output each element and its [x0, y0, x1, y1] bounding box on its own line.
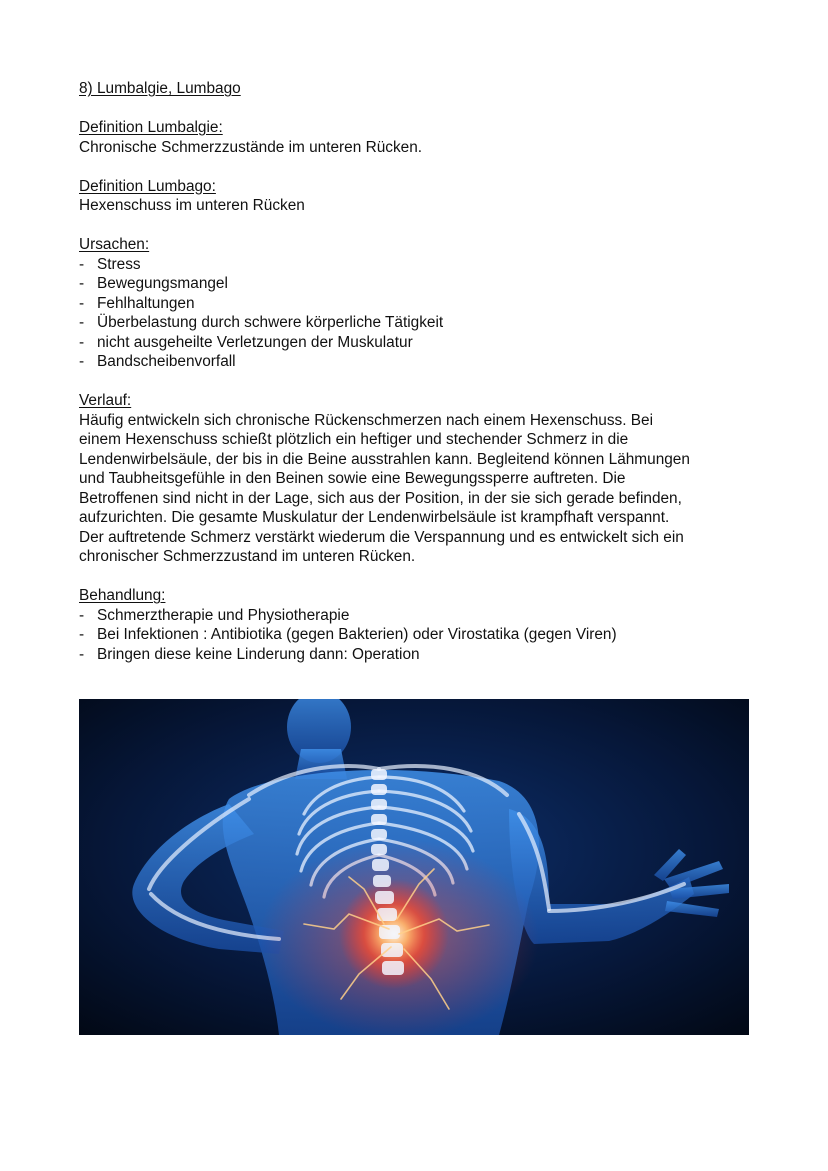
definition-lumbalgie: [79, 118, 759, 157]
list-item-text: Bewegungsmangel: [97, 275, 228, 292]
verlauf-line: und Taubheitsgefühle in den Beinen sowie eine Bewegungssperre auftreten. Die: [79, 470, 626, 487]
list-item: [79, 333, 759, 353]
list-item: [79, 294, 759, 314]
list-item: [79, 625, 759, 645]
dash-bullet: -: [79, 275, 85, 292]
dash-bullet: -: [79, 626, 85, 643]
definition-lumbalgie-heading: Definition Lumbalgie:: [79, 119, 223, 136]
dash-bullet: -: [79, 645, 85, 663]
ursachen-list: [79, 255, 759, 372]
list-item: [79, 313, 759, 333]
behandlung-heading: Behandlung:: [79, 587, 166, 604]
list-item-text: Überbelastung durch schwere körperliche Tätigkeit: [97, 314, 444, 331]
list-item: [79, 606, 759, 626]
dash-bullet: -: [79, 353, 85, 370]
dash-bullet: -: [79, 314, 85, 331]
behandlung-list: [79, 606, 759, 665]
dash-bullet: -: [79, 606, 85, 624]
verlauf-line: einem Hexenschuss schießt plötzlich ein heftiger und stechender Schmerz in die: [79, 431, 629, 448]
verlauf-line: Lendenwirbelsäule, der bis in die Beine ausstrahlen kann. Begleitend können Lähmungen: [79, 450, 690, 468]
ursachen-section: [79, 235, 759, 372]
verlauf-section: [79, 391, 759, 567]
verlauf-line: Häufig entwickeln sich chronische Rückenschmerzen nach einem Hexenschuss. Bei: [79, 411, 654, 429]
verlauf-heading: Verlauf:: [79, 392, 132, 409]
list-item-text: Fehlhaltungen: [97, 294, 195, 312]
definition-lumbago: [79, 177, 759, 216]
verlauf-line: chronischer Schmerzzustand im unteren Rücken.: [79, 548, 416, 565]
list-item-text: nicht ausgeheilte Verletzungen der Muskulatur: [97, 333, 413, 351]
list-item-text: Bandscheibenvorfall: [97, 353, 236, 370]
dash-bullet: -: [79, 294, 85, 312]
ursachen-heading: Ursachen:: [79, 236, 150, 253]
list-item-text: Bei Infektionen : Antibiotika (gegen Bakterien) oder Virostatika (gegen Viren): [97, 626, 617, 643]
list-item-text: Stress: [97, 255, 141, 273]
list-item: [79, 255, 759, 275]
list-item: [79, 274, 759, 294]
verlauf-line: Der auftretende Schmerz verstärkt wiederum die Verspannung und es entwickelt sich ein: [79, 528, 684, 546]
definition-lumbago-heading: Definition Lumbago:: [79, 177, 216, 195]
dash-bullet: -: [79, 333, 85, 351]
definition-lumbalgie-text: Chronische Schmerzzustände im unteren Rücken.: [79, 138, 423, 156]
page-title: 8) Lumbalgie, Lumbago: [79, 80, 241, 97]
document-page: [79, 79, 759, 684]
dash-bullet: -: [79, 255, 85, 273]
section-title-block: [79, 79, 759, 99]
list-item: [79, 352, 759, 372]
list-item: [79, 645, 759, 665]
back-pain-illustration: [79, 699, 749, 1035]
list-item-text: Schmerztherapie und Physiotherapie: [97, 606, 350, 624]
verlauf-line: Betroffenen sind nicht in der Lage, sich aus der Position, in der sie sich gerade befinden,: [79, 489, 682, 507]
list-item-text: Bringen diese keine Linderung dann: Operation: [97, 645, 420, 663]
behandlung-section: [79, 586, 759, 664]
definition-lumbago-text: Hexenschuss im unteren Rücken: [79, 197, 305, 214]
verlauf-line: aufzurichten. Die gesamte Muskulatur der Lendenwirbelsäule ist krampfhaft verspannt.: [79, 509, 670, 526]
back-pain-illustration-svg: [79, 699, 749, 1035]
